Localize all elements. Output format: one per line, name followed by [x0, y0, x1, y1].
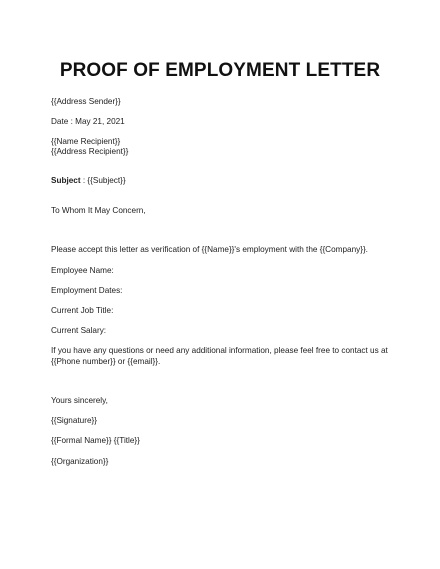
address-recipient: {{Address Recipient}} [51, 147, 129, 156]
closing: Yours sincerely, [51, 396, 108, 405]
signature-placeholder: {{Signature}} [51, 416, 97, 425]
formal-name-title: {{Formal Name}} {{Title}} [51, 436, 140, 445]
employment-dates-label: Employment Dates: [51, 286, 123, 295]
name-recipient: {{Name Recipient}} [51, 137, 121, 146]
salutation: To Whom It May Concern, [51, 206, 146, 215]
current-job-title-label: Current Job Title: [51, 306, 114, 315]
contact-paragraph: If you have any questions or need any additional information, please feel free to contact us at {{Phone number}} or {{email}}. [51, 346, 388, 366]
subject-value: : {{Subject}} [80, 176, 126, 185]
letter-date: Date : May 21, 2021 [51, 117, 125, 126]
subject-line [51, 175, 126, 186]
subject-label: Subject [51, 176, 81, 185]
body-intro: Please accept this letter as verification of {{Name}}'s employment with the {{Company}}. [51, 245, 368, 254]
employee-name-label: Employee Name: [51, 266, 114, 275]
organization: {{Organization}} [51, 457, 109, 466]
current-salary-label: Current Salary: [51, 326, 107, 335]
page-title: PROOF OF EMPLOYMENT LETTER [59, 60, 381, 81]
address-sender: {{Address Sender}} [51, 97, 121, 106]
